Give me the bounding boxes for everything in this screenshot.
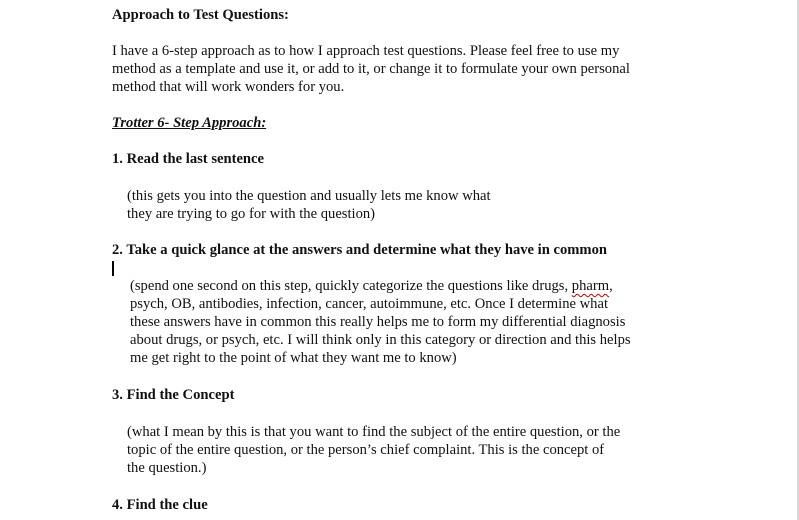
step-3-body-line-1: (what I mean by this is that you want to find the subject of the entire question, or the	[127, 424, 621, 440]
step-1-body-line-1: (this gets you into the question and usually lets me know what	[127, 188, 491, 204]
step-3-body-line-3: the question.)	[127, 460, 207, 476]
step-2-body-line-2: psych, OB, antibodies, infection, cancer, autoimmune, etc. Once I determine what	[130, 296, 609, 312]
intro-line-2: method as a template and use it, or add to it, or change it to formulate your own personal	[112, 61, 630, 77]
step-3-body-line-2: topic of the entire question, or the person’s chief complaint. This is the concept of	[127, 442, 605, 458]
step-3-title: 3. Find the Concept	[112, 387, 235, 403]
step-2-body-line-3: these answers have in common this really helps me to form my differential diagnosis	[130, 314, 626, 330]
intro-line-1: I have a 6-step approach as to how I approach test questions. Please feel free to use my	[112, 43, 620, 59]
step-2-body-line-1-text: (spend one second on this step, quickly categorize the questions like drugs,	[130, 278, 572, 294]
spellcheck-word[interactable]: pharm	[571, 278, 610, 294]
step-1-body-line-2: they are trying to go for with the question)	[127, 206, 376, 222]
text-cursor	[112, 261, 114, 276]
section-title: Trotter 6- Step Approach:	[112, 115, 267, 131]
step-2-body-line-1-suffix: ,	[609, 278, 613, 294]
document-heading: Approach to Test Questions:	[112, 7, 289, 23]
step-2-body-line-4: about drugs, or psych, etc. I will think only in this category or direction and this helps	[130, 332, 631, 348]
step-2-title: 2. Take a quick glance at the answers and determine what they have in common	[112, 242, 607, 258]
intro-line-3: method that will work wonders for you.	[112, 79, 345, 95]
step-1-title: 1. Read the last sentence	[112, 151, 264, 167]
step-2-body-line-5: me get right to the point of what they want me to know)	[130, 350, 457, 366]
step-4-title: 4. Find the clue	[112, 497, 208, 513]
step-2-body-line-1	[130, 277, 613, 295]
